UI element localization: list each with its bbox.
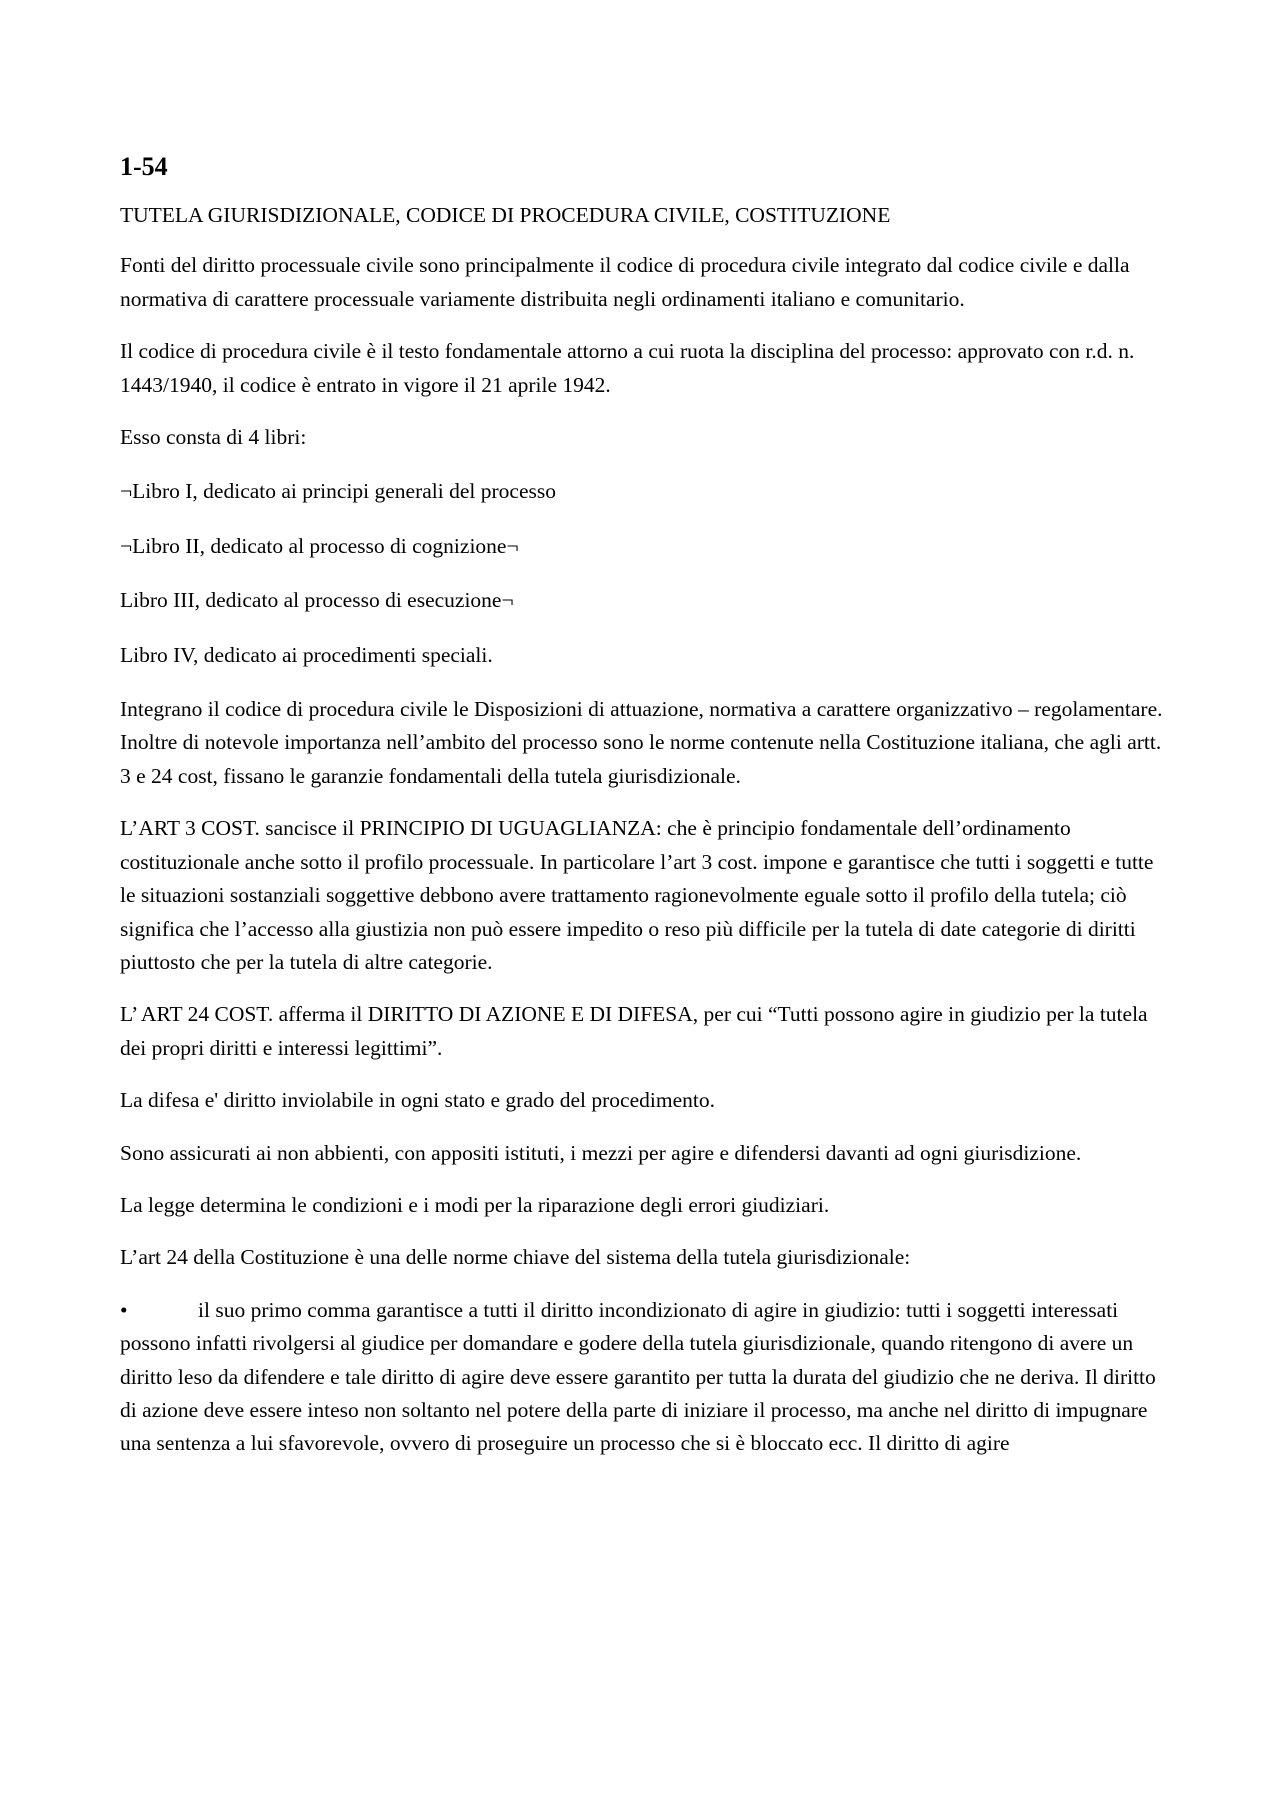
paragraph-art-24-chiave: L’art 24 della Costituzione è una delle norme chiave del sistema della tutela giurisdizionale: <box>120 1245 911 1270</box>
paragraph-codice: Il codice di procedura civile è il testo fondamentale attorno a cui ruota la disciplina del processo: approvato con r.d. n. 1443/1940, il codice è entrato in vigore il 21 aprile 1942. <box>120 339 1135 397</box>
paragraph-libri-intro: Esso consta di 4 libri: <box>120 425 307 450</box>
paragraph-libro-2: ¬Libro II, dedicato al processo di cognizione¬ <box>120 533 519 558</box>
paragraph-non-abbienti: Sono assicurati ai non abbienti, con appositi istituti, i mezzi per agire e difendersi davanti ad ogni giurisdizione. <box>120 1140 1082 1165</box>
paragraph-integrano: Integrano il codice di procedura civile le Disposizioni di attuazione, normativa a carattere organizzativo – regolamentare. Inoltre di notevole importanza nell’ambito del processo sono le norme contenute nella Costituzione italiana, che agli artt. 3 e 24 cost, fissano le garanzie fondamentali della tutela giurisdizionale. <box>120 697 1163 788</box>
bullet-text: il suo primo comma garantisce a tutti il diritto incondizionato di agire in giudizio: tutti i soggetti interessati possono infatti rivolgersi al giudice per domandare e godere della tutela giurisdizionale, quando ritengono di avere un diritto leso da difendere e tale diritto di agire deve essere garantito per tutta la durata del giudizio che ne deriva. Il diritto di azione deve essere inteso non soltanto nel potere della parte di iniziare il processo, ma anche nel diritto di impugnare una sentenza a lui sfavorevole, ovvero di proseguire un processo che si è bloccato ecc. Il diritto di agire <box>120 1297 1156 1456</box>
paragraph-libro-4: Libro IV, dedicato ai procedimenti speciali. <box>120 642 493 667</box>
bullet-item <box>120 1294 1172 1461</box>
page-heading: 1-54 <box>120 152 168 181</box>
document-body <box>120 151 1172 1461</box>
paragraph-art-24: L’ ART 24 COST. afferma il DIRITTO DI AZIONE E DI DIFESA, per cui “Tutti possono agire in giudizio per la tutela dei propri diritti e interessi legittimi”. <box>120 1002 1148 1060</box>
paragraph-libro-1: ¬Libro I, dedicato ai principi generali del processo <box>120 479 556 504</box>
paragraph-fonti: Fonti del diritto processuale civile sono principalmente il codice di procedura civile integrato dal codice civile e dalla normativa di carattere processuale variamente distribuita negli ordinamenti italiano e comunitario. <box>120 253 1130 311</box>
paragraph-errori: La legge determina le condizioni e i modi per la riparazione degli errori giudiziari. <box>120 1192 830 1217</box>
section-title: TUTELA GIURISDIZIONALE, CODICE DI PROCEDURA CIVILE, COSTITUZIONE <box>120 203 891 227</box>
paragraph-art-3: L’ART 3 COST. sancisce il PRINCIPIO DI UGUAGLIANZA: che è principio fondamentale dell’ordinamento costituzionale anche sotto il profilo processuale. In particolare l’art 3 cost. impone e garantisce che tutti i soggetti e tutte le situazioni sostanziali soggettive debbono avere trattamento ragionevolmente eguale sotto il profilo della tutela; ciò significa che l’accesso alla giustizia non può essere impedito o reso più difficile per la tutela di date categorie di diritti piuttosto che per la tutela di altre categorie. <box>120 816 1154 974</box>
bullet-mark: • <box>120 1297 128 1322</box>
paragraph-difesa: La difesa e' diritto inviolabile in ogni stato e grado del procedimento. <box>120 1088 715 1113</box>
paragraph-libro-3: Libro III, dedicato al processo di esecuzione¬ <box>120 588 514 613</box>
